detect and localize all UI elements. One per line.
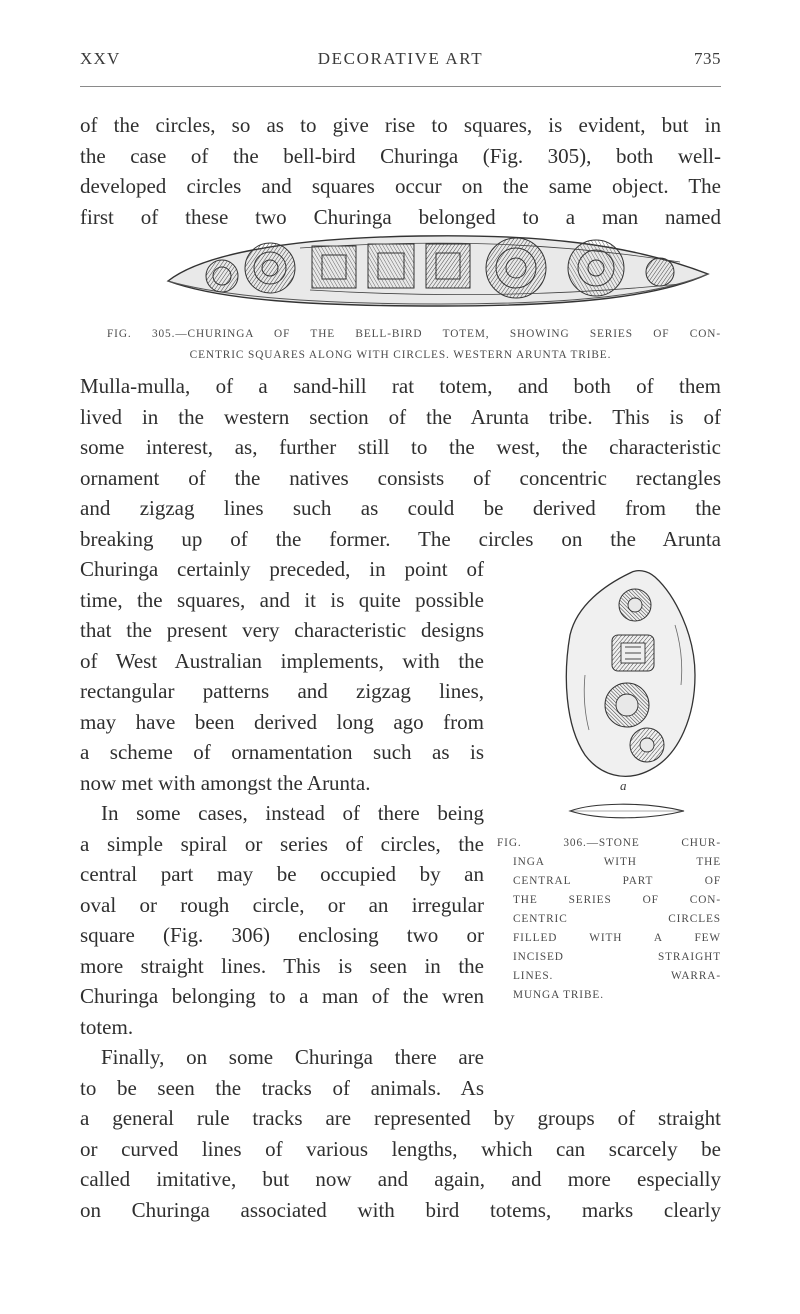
text-line: a general rule tracks are represented by groups of straight [80,1106,721,1130]
text-line: Mulla-mulla, of a sand-hill rat totem, and both of them [80,374,721,398]
bell-bird-churinga-image [160,226,720,312]
figure-306-section-view [562,795,692,825]
text-line: ornament of the natives consists of concentric rectangles [80,465,721,490]
text-line: Churinga certainly preceded, in point of [80,557,484,581]
paragraph-2 [80,371,721,554]
caption-line: CENTRIC CIRCLES [513,913,721,925]
caption-line: INGA WITH THE [513,856,721,868]
running-title: DECORATIVE ART [317,49,484,68]
text-line: developed circles and squares occur on the same object. The [80,174,721,198]
text-line: time, the squares, and it is quite possible [80,587,484,612]
figure-305-caption [80,324,721,366]
text-line: now met with amongst the Arunta. [80,770,371,795]
text-line: of the circles, so as to give rise to squares, is evident, but in [80,113,721,137]
text-line: square (Fig. 306) enclosing two or [80,923,484,947]
text-line: and zigzag lines such as could be derived from the [80,496,721,520]
running-header [80,49,721,77]
paragraph-2-continued [80,554,484,798]
caption-line: FIG. 306.—STONE CHUR- [497,837,721,849]
header-rule [80,86,721,87]
stone-churinga-section-image [562,795,692,825]
figure-306-caption [497,834,721,1005]
text-line: a simple spiral or series of circles, the [80,831,484,856]
caption-line: THE SERIES OF CON- [513,894,721,906]
text-line: or curved lines of various lengths, which can scarcely be [80,1136,721,1161]
text-line: more straight lines. This is seen in the [80,953,484,978]
text-line: central part may be occupied by an [80,862,484,886]
page-number: 735 [694,49,721,68]
text-line: on Churinga associated with bird totems, marks clearly [80,1197,721,1222]
text-line: In some cases, instead of there being [101,801,484,825]
text-line: rectangular patterns and zigzag lines, [80,679,484,703]
text-line: lived in the western section of the Arunta tribe. This is of [80,404,721,429]
text-line: oval or rough circle, or an irregular [80,892,484,917]
text-line: totem. [80,1014,134,1039]
paragraph-4 [80,1042,484,1103]
caption-line: FIG. 305.—CHURINGA OF THE BELL-BIRD TOTEM, SHOWING SERIES OF CON- [107,328,721,340]
text-line: that the present very characteristic designs [80,618,484,642]
text-line: a scheme of ornamentation such as is [80,740,484,764]
chapter-number: XXV [80,49,121,68]
text-line: may have been derived long ago from [80,709,484,734]
figure-305-illustration [160,226,720,312]
caption-line: LINES. WARRA- [513,970,721,982]
paragraph-1 [80,110,721,232]
paragraph-4-continued [80,1103,721,1225]
text-line: Churinga belonging to a man of the wren [80,984,484,1008]
caption-line: CENTRAL PART OF [513,875,721,887]
caption-line: MUNGA TRIBE. [513,989,604,1001]
text-line: breaking up of the former. The circles on the Arunta [80,526,721,551]
stone-churinga-image [555,565,720,795]
figure-306-label-a: a [620,778,627,793]
figure-306-illustration [555,565,720,795]
caption-line: FILLED WITH A FEW [513,932,721,944]
text-line: Finally, on some Churinga there are [101,1045,484,1069]
text-line: called imitative, but now and again, and more especially [80,1167,721,1191]
text-line: to be seen the tracks of animals. As [80,1075,484,1100]
text-line: some interest, as, further still to the west, the characteristic [80,435,721,459]
text-line: the case of the bell-bird Churinga (Fig. 305), both well- [80,143,721,168]
caption-line: INCISED STRAIGHT [513,951,721,963]
caption-line: CENTRIC SQUARES ALONG WITH CIRCLES. WESTERN ARUNTA TRIBE. [189,349,612,361]
text-line: first of these two Churinga belonged to a man named [80,204,721,229]
text-line: of West Australian implements, with the [80,648,484,673]
paragraph-3 [80,798,484,1042]
